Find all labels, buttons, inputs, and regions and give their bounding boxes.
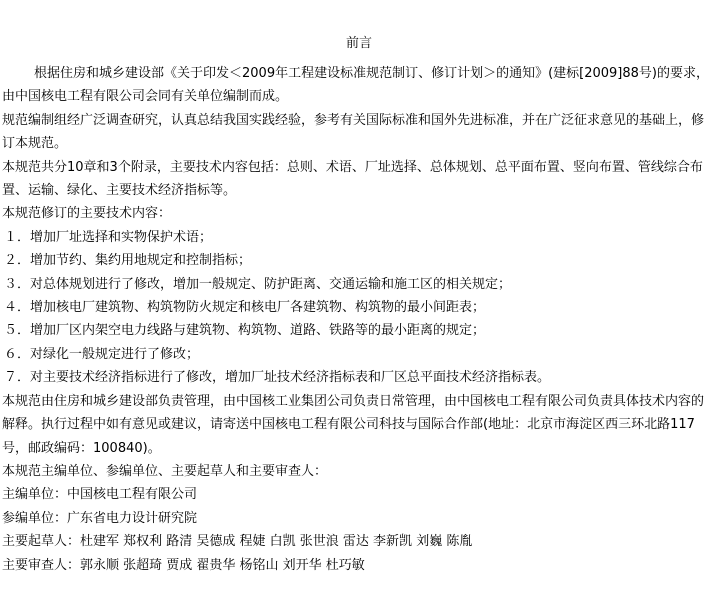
contents-paragraph: 本规范共分10章和3个附录，主要技术内容包括：总则、术语、厂址选择、总体规划、总平面布置、竖向布置、管线综合布置、运输、绿化、主要技术经济指标等。 — [2, 159, 703, 199]
revision-item-2: ２．增加节约、集约用地规定和控制指标； — [4, 253, 252, 269]
revision-item-4: ４．增加核电厂建筑物、构筑物防火规定和核电厂各建筑物、构筑物的最小间距表； — [4, 300, 486, 316]
page-title: 前言 — [345, 36, 372, 51]
revision-item-7: ７．对主要技术经济指标进行了修改，增加厂址技术经济指标表和厂区总平面技术经济指标表。 — [4, 370, 551, 386]
document-body — [2, 62, 716, 577]
intro-paragraph: 根据住房和城乡建设部《关于印发＜2009年工程建设标准规范制订、修订计划＞的通知》(建标[2009]88号)的要求，由中国核电工程有限公司会同有关单位编制而成。 — [2, 66, 709, 105]
participating-unit: 参编单位：广东省电力设计研究院 — [2, 510, 198, 526]
revision-item-6: ６．对绿化一般规定进行了修改； — [4, 346, 200, 362]
revision-item-3: ３．对总体规划进行了修改，增加一般规定、防护距离、交通运输和施工区的相关规定； — [4, 276, 512, 292]
compilation-paragraph: 规范编制组经广泛调查研究，认真总结我国实践经验，参考有关国际标准和国外先进标准，并在广泛征求意见的基础上，修订本规范。 — [2, 112, 705, 152]
revision-item-5: ５．增加厂区内架空电力线路与建筑物、构筑物、道路、铁路等的最小距离的规定； — [4, 323, 486, 339]
main-reviewers: 主要审查人：郭永顺 张超琦 贾成 翟贵华 杨铭山 刘开华 杜巧敏 — [2, 557, 365, 573]
revision-heading: 本规范修订的主要技术内容： — [2, 206, 172, 222]
chief-unit: 主编单位：中国核电工程有限公司 — [2, 487, 198, 503]
units-heading: 本规范主编单位、参编单位、主要起草人和主要审查人： — [2, 463, 328, 479]
management-paragraph: 本规范由住房和城乡建设部负责管理，由中国核工业集团公司负责日常管理，由中国核电工程有限公司负责具体技术内容的解释。执行过程中如有意见或建议，请寄送中国核电工程有限公司科技与国际合作部(地址：北京市海淀区西三环北路117号，邮政编码：100840)。 — [2, 393, 705, 456]
revision-item-1: １．增加厂址选择和实物保护术语； — [4, 229, 213, 245]
main-drafters: 主要起草人：杜建军 郑权利 路清 吴德成 程婕 白凯 张世浪 雷达 李新凯 刘巍 陈胤 — [2, 534, 473, 550]
